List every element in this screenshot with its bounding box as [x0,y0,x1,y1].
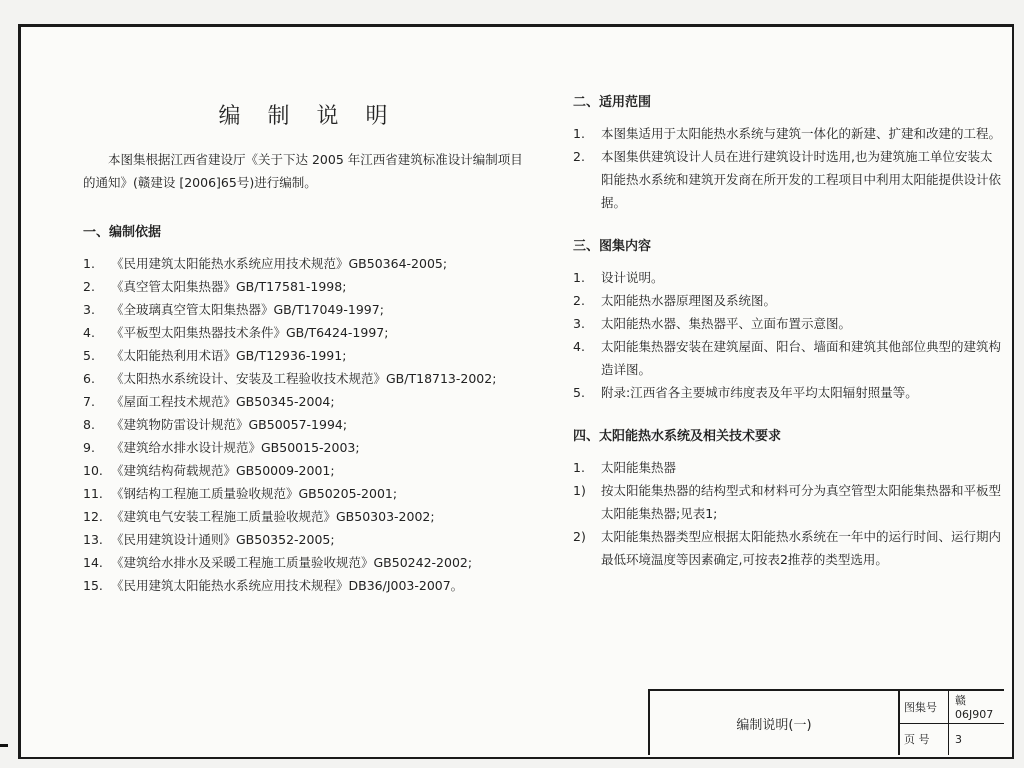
basis-item-text: 《屋面工程技术规范》GB50345-2004; [111,394,335,409]
basis-item-text: 《建筑电气安装工程施工质量验收规范》GB50303-2002; [111,509,435,524]
requirement-item-number: 2) [573,529,586,544]
page-number-value: 3 [955,732,962,746]
basis-item-text: 《民用建筑太阳能热水系统应用技术规范》GB50364-2005; [111,256,448,271]
basis-item [83,413,533,436]
scope-item-text: 本图集适用于太阳能热水系统与建筑一体化的新建、扩建和改建的工程。 [601,126,1002,141]
basis-item-text: 《平板型太阳集热器技术条件》GB/T6424-1997; [111,325,389,340]
atlas-number-value: 赣06J907 [955,694,994,722]
scope-item-text: 本图集供建筑设计人员在进行建筑设计时选用,也为建筑施工单位安装太阳能热水系统和建筑开发商在所开发的工程项目中利用太阳能提供设计依据。 [601,149,1002,210]
scope-item-number: 1. [573,126,585,141]
basis-item-number: 2. [83,279,95,294]
basis-item-number: 12. [83,509,103,524]
atlas-number-row [900,691,1004,723]
left-column [83,99,533,597]
contents-item-text: 太阳能热水器、集热器平、立面布置示意图。 [601,316,852,331]
basis-item-number: 10. [83,463,103,478]
basis-item-number: 6. [83,371,95,386]
basis-item-text: 《太阳热水系统设计、安装及工程验收技术规范》GB/T18713-2002; [111,371,497,386]
requirements-list [573,456,1003,571]
basis-item-number: 14. [83,555,103,570]
basis-item [83,482,533,505]
basis-item-text: 《民用建筑设计通则》GB50352-2005; [111,532,335,547]
requirement-item [573,525,1003,571]
basis-item-number: 7. [83,394,95,409]
section-heading-basis: 一、编制依据 [83,225,162,240]
requirement-item-number: 1) [573,483,586,498]
basis-item-text: 《钢结构工程施工质量验收规范》GB50205-2001; [111,486,398,501]
scope-list [573,122,1003,214]
requirement-item-number: 1. [573,460,585,475]
scope-item [573,122,1003,145]
basis-item [83,321,533,344]
basis-item-text: 《建筑物防雷设计规范》GB50057-1994; [111,417,348,432]
page-number-row [900,723,1004,756]
contents-item [573,289,1003,312]
contents-item-number: 3. [573,316,585,331]
basis-item [83,505,533,528]
basis-item-text: 《建筑给水排水及采暖工程施工质量验收规范》GB50242-2002; [111,555,473,570]
basis-item-text: 《全玻璃真空管太阳集热器》GB/T17049-1997; [111,302,384,317]
contents-item-number: 2. [573,293,585,308]
contents-item [573,335,1003,381]
basis-item [83,344,533,367]
title-block [648,689,1004,755]
basis-item [83,459,533,482]
title-block-fields [900,691,1004,755]
requirement-item-text: 按太阳能集热器的结构型式和材料可分为真空管型太阳能集热器和平板型太阳能集热器;见表1; [601,483,1002,521]
contents-item-text: 太阳能集热器安装在建筑屋面、阳台、墙面和建筑其他部位典型的建筑构造详图。 [601,339,1002,377]
basis-list [83,252,533,597]
scope-item [573,145,1003,214]
contents-item-number: 1. [573,270,585,285]
section-heading-scope: 二、适用范围 [573,95,652,110]
basis-item-text: 《真空管太阳集热器》GB/T17581-1998; [111,279,347,294]
basis-item-text: 《民用建筑太阳能热水系统应用技术规程》DB36/J003-2007。 [111,578,464,593]
scan-edge-mark [0,744,8,747]
basis-item [83,252,533,275]
basis-item-number: 13. [83,532,103,547]
basis-item [83,390,533,413]
right-column [573,92,1003,571]
basis-item [83,528,533,551]
basis-item-number: 1. [83,256,95,271]
basis-item-text: 《建筑结构荷载规范》GB50009-2001; [111,463,335,478]
basis-item-number: 4. [83,325,95,340]
intro-paragraph: 本图集根据江西省建设厅《关于下达 2005 年江西省建筑标准设计编制项目的通知》(赣建设 [2006]65号)进行编制。 [83,152,523,190]
contents-item [573,312,1003,335]
requirement-item [573,479,1003,525]
basis-item-number: 9. [83,440,95,455]
basis-item-number: 15. [83,578,103,593]
requirement-item [573,456,1003,479]
basis-item-number: 11. [83,486,103,501]
scope-item-number: 2. [573,149,585,164]
sheet-name: 编制说明(一) [650,691,900,755]
basis-item-text: 《建筑给水排水设计规范》GB50015-2003; [111,440,360,455]
contents-item [573,381,1003,404]
contents-item-number: 4. [573,339,585,354]
contents-list [573,266,1003,404]
basis-item-number: 5. [83,348,95,363]
basis-item [83,436,533,459]
section-heading-requirements: 四、太阳能热水系统及相关技术要求 [573,429,782,444]
basis-item-number: 8. [83,417,95,432]
atlas-number-label: 图集号 [900,691,949,723]
drawing-sheet [18,24,1014,759]
contents-item [573,266,1003,289]
contents-item-text: 太阳能热水器原理图及系统图。 [601,293,777,308]
basis-item [83,367,533,390]
basis-item [83,275,533,298]
contents-item-text: 附录:江西省各主要城市纬度表及年平均太阳辐射照量等。 [601,385,918,400]
section-heading-contents: 三、图集内容 [573,239,652,254]
basis-item [83,551,533,574]
page-number-label: 页 号 [900,724,949,756]
requirement-item-text: 太阳能集热器 [601,460,677,475]
basis-item [83,574,533,597]
basis-item [83,298,533,321]
requirement-item-text: 太阳能集热器类型应根据太阳能热水系统在一年中的运行时间、运行期内最低环境温度等因素确定,可按表2推荐的类型选用。 [601,529,1002,567]
contents-item-number: 5. [573,385,585,400]
basis-item-number: 3. [83,302,95,317]
contents-item-text: 设计说明。 [601,270,664,285]
document-title: 编 制 说 明 [218,104,398,129]
basis-item-text: 《太阳能热利用术语》GB/T12936-1991; [111,348,347,363]
